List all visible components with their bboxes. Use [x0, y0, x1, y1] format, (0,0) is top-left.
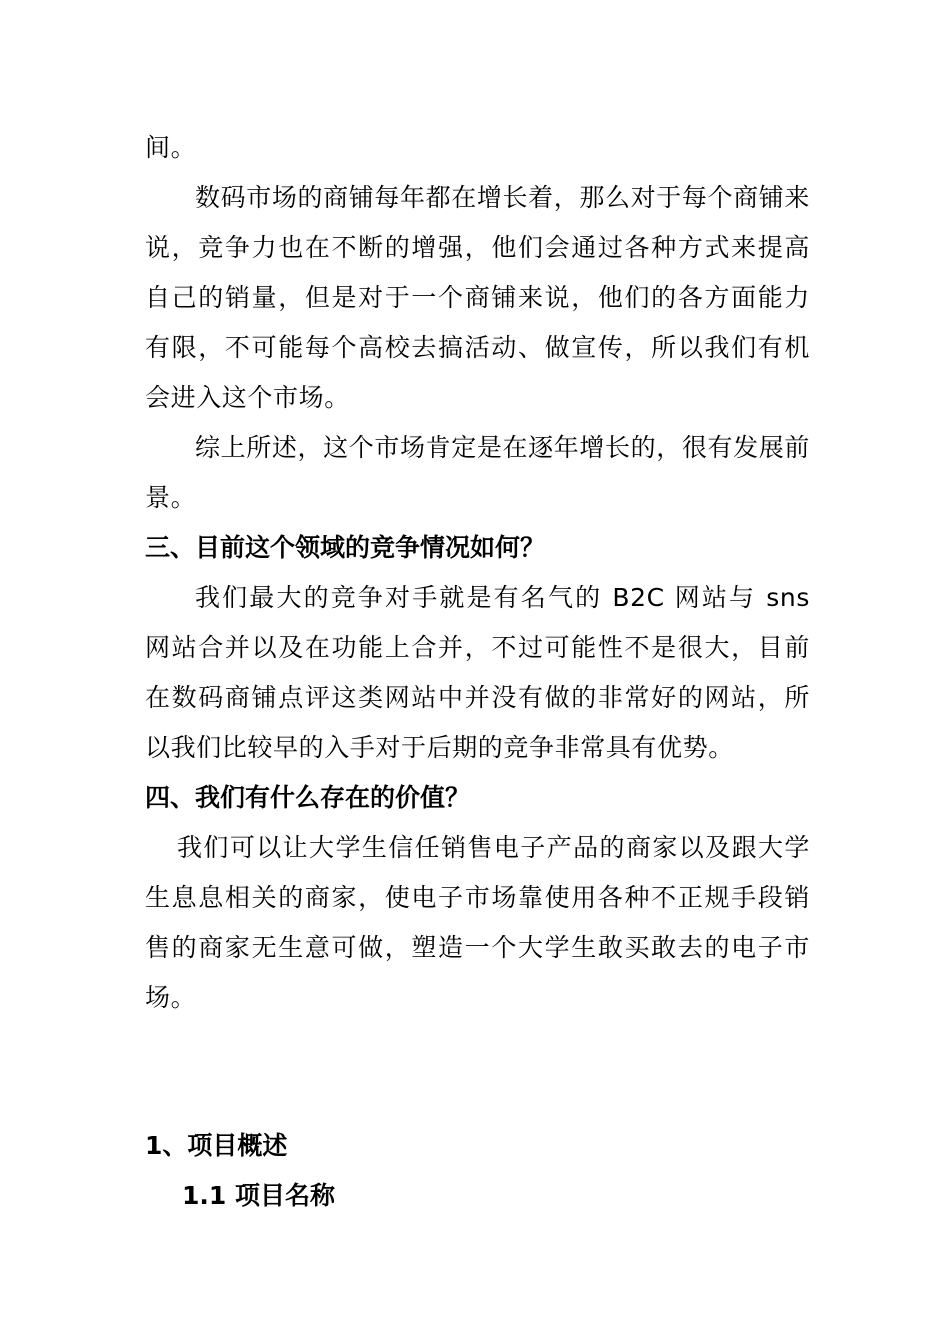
- paragraph-summary: 综上所述，这个市场肯定是在逐年增长的，很有发展前景。: [145, 433, 810, 512]
- paragraph-value: 我们可以让大学生信任销售电子产品的商家以及跟大学生息息相关的商家，使电子市场靠使用各种不正规手段销售的商家无生意可做，塑造一个大学生敢买敢去的电子市场。: [145, 833, 810, 1012]
- paragraph-continuation: 间。: [145, 133, 197, 162]
- heading-competition: 三、目前这个领域的竞争情况如何？: [145, 533, 546, 562]
- heading-value: 四、我们有什么存在的价值？: [145, 783, 471, 812]
- paragraph-market-growth: 数码市场的商铺每年都在增长着，那么对于每个商铺来说，竞争力也在不断的增强，他们会通过各种方式来提高自己的销量，但是对于一个商铺来说，他们的各方面能力有限，不可能每个高校去搞活动、做宣传，所以我们有机会进入这个市场。: [145, 183, 810, 412]
- paragraph-competition: 我们最大的竞争对手就是有名气的 B2C 网站与 sns 网站合并以及在功能上合并，不过可能性不是很大，目前在数码商铺点评这类网站中并没有做的非常好的网站，所以我们比较早的入手对于后期的竞争非常具有优势。: [145, 583, 810, 762]
- heading-project-overview: 1、项目概述: [145, 1131, 288, 1160]
- subheading-project-name: 1.1 项目名称: [182, 1181, 335, 1210]
